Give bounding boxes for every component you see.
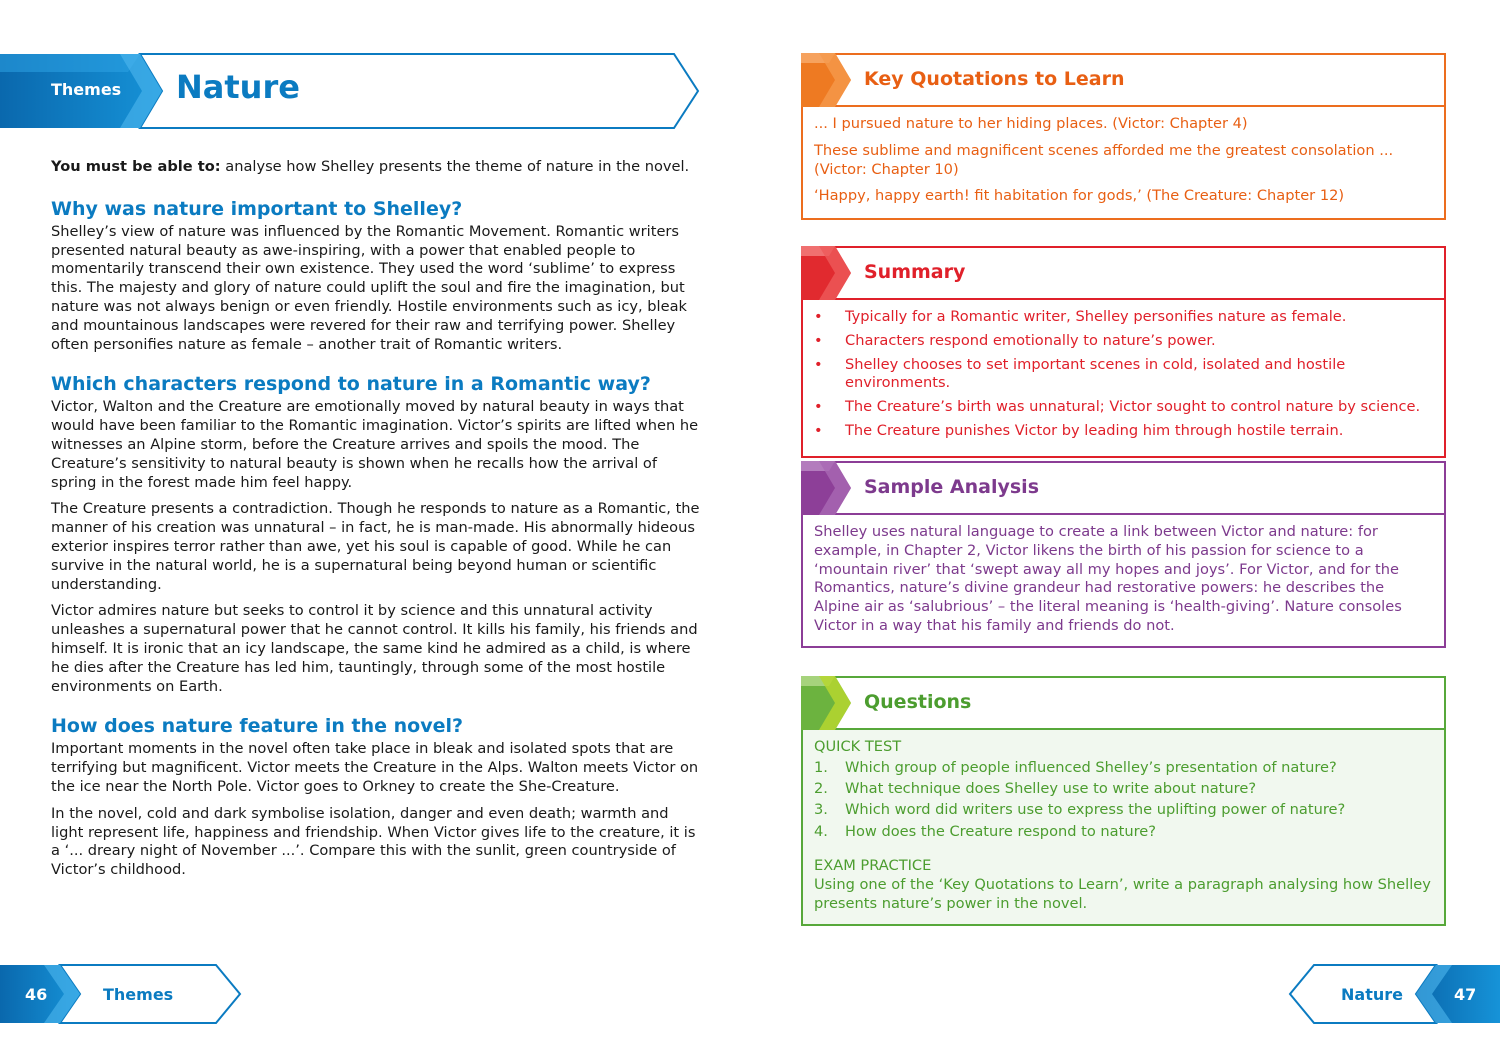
question-number: 4. (814, 822, 828, 840)
questions-header (803, 678, 1444, 730)
sample-analysis-body (803, 515, 1444, 646)
list-item (814, 823, 1433, 842)
section-nature-in-novel (51, 714, 701, 880)
section-heading: Which characters respond to nature in a Romantic way? (51, 373, 651, 396)
paragraph: The Creature presents a contradiction. Though he responds to nature as a Romantic, the manner of his creation was unnatural – in fact, he is man-made. His abnormally hideous exterior inspires terror rather than awe, yet his soul is capable of good. While he can survive in the natural world, he is a supernatural being beyond human or scientific understanding. (51, 500, 700, 593)
objective-text: analyse how Shelley presents the theme of nature in the novel. (220, 158, 690, 175)
footer-right-label: Nature (1341, 985, 1403, 1004)
list-item (814, 332, 1433, 351)
summary-body (803, 300, 1444, 456)
summary-box (801, 246, 1446, 458)
question-text: How does the Creature respond to nature? (845, 822, 1157, 840)
questions-box (801, 676, 1446, 926)
bullet: • (814, 421, 823, 439)
question-number: 2. (814, 780, 828, 798)
paragraph: Shelley’s view of nature was influenced by the Romantic Movement. Romantic writers presented natural beauty as awe-inspiring, with a power that enabled people to momentarily transcend their own existence. They used the word ‘sublime’ to express this. The majesty and glory of nature could uplift the soul and fire the imagination, but nature was not always benign or even friendly. Hostile environments such as icy, bleak and mountainous landscapes were revered for their raw and terrifying power. Shelley often personifies nature as female – another trait of Romantic writers. (51, 222, 687, 353)
section-heading: How does nature feature in the novel? (51, 715, 464, 738)
exam-practice-heading: EXAM PRACTICE (814, 857, 932, 875)
learning-objective (51, 158, 701, 177)
bullet: • (814, 308, 823, 325)
list-item (814, 759, 1433, 778)
summary-list (814, 308, 1433, 441)
quick-test-list (814, 759, 1433, 842)
footer-left-label: Themes (103, 985, 174, 1004)
paragraph: Victor admires nature but seeks to control it by science and this unnatural activity unleashes a supernatural power that he cannot control. It kills his family, his friends and himself. It is ironic that an icy landscape, the same kind he admired as a child, is where he dies after the Creature has led him, tauntingly, through some of the most hostile environments on Earth. (51, 602, 698, 695)
question-number: 3. (814, 801, 828, 819)
green-chevron-icon (801, 676, 853, 730)
summary-title: Summary (864, 261, 966, 283)
summary-item-text: The Creature’s birth was unnatural; Victor sought to control nature by science. (845, 398, 1421, 416)
paragraph: Victor, Walton and the Creature are emotionally moved by natural beauty in ways that would have been familiar to the Romantic imagination. Victor’s spirits are lifted when he witnesses an Alpine storm, before the Creature arrives and spoils the mood. The Creature’s sensitivity to natural beauty is shown when he recalls how the arrival of spring in the forest made him feel happy. (51, 398, 699, 491)
list-item (814, 398, 1433, 417)
summary-item-text: The Creature punishes Victor by leading him through hostile terrain. (845, 421, 1344, 439)
list-item (814, 308, 1433, 327)
key-quotations-title: Key Quotations to Learn (864, 68, 1125, 90)
page-title: Nature (176, 68, 300, 106)
questions-title: Questions (864, 691, 972, 713)
sample-analysis-title: Sample Analysis (864, 476, 1039, 498)
question-number: 1. (814, 758, 828, 776)
quotation-line: These sublime and magnificent scenes afforded me the greatest consolation ... (Victor: Chapter 10) (814, 141, 1394, 178)
section-why-nature (51, 197, 701, 355)
summary-item-text: Characters respond emotionally to nature’s power. (845, 331, 1216, 349)
orange-chevron-icon (801, 53, 853, 107)
header-section-label: Themes (51, 80, 122, 99)
key-quotations-box (801, 53, 1446, 220)
page-number-left: 46 (25, 985, 48, 1004)
bullet: • (814, 331, 823, 349)
page-number-right: 47 (1454, 985, 1477, 1004)
list-item (814, 356, 1433, 394)
question-text: Which word did writers use to express the uplifting power of nature? (845, 801, 1346, 819)
objective-label: You must be able to: (51, 158, 221, 175)
key-quotations-body (803, 107, 1444, 218)
quotation-line: ‘Happy, happy earth! fit habitation for gods,’ (The Creature: Chapter 12) (814, 187, 1345, 205)
summary-item-text: Shelley chooses to set important scenes in cold, isolated and hostile environments. (845, 355, 1346, 392)
list-item (814, 801, 1433, 820)
purple-chevron-icon (801, 461, 853, 515)
paragraph: Important moments in the novel often take place in bleak and isolated spots that are terrifying but magnificent. Victor meets the Creature in the Alps. Walton meets Victor on the ice near the North Pole. Victor goes to Orkney to create the She-Creature. (51, 740, 699, 795)
bullet: • (814, 398, 823, 416)
question-text: What technique does Shelley use to write about nature? (845, 780, 1257, 798)
sample-analysis-text: Shelley uses natural language to create a link between Victor and nature: for example, in Chapter 2, Victor likens the birth of his passion for science to a ‘mountain river’ that ‘swept away all my hopes and joys’. For Victor, and for the Romantics, nature’s divine grandeur had restorative powers: he describes the Alpine air as ‘salubrious’ – the literal meaning is ‘health-giving’. Nature consoles Victor in a way that his family and friends do not. (814, 523, 1402, 634)
quotation-line: ... I pursued nature to her hiding places. (Victor: Chapter 4) (814, 115, 1248, 132)
red-chevron-icon (801, 246, 853, 300)
quick-test-heading: QUICK TEST (814, 738, 902, 755)
list-item (814, 422, 1433, 441)
summary-header (803, 248, 1444, 300)
sample-analysis-box (801, 461, 1446, 648)
left-page-content (51, 158, 701, 888)
paragraph: In the novel, cold and dark symbolise isolation, danger and even death; warmth and light represent life, happiness and friendship. When Victor gives life to the creature, it is a ‘... dreary night of November ...’. Compare this with the sunlit, green countryside of Victor’s childhood. (51, 804, 696, 879)
exam-practice-text: Using one of the ‘Key Quotations to Learn’, write a paragraph analysing how Shelley presents nature’s power in the novel. (814, 876, 1431, 913)
sample-analysis-header (803, 463, 1444, 515)
key-quotations-header (803, 55, 1444, 107)
list-item (814, 780, 1433, 799)
section-heading: Why was nature important to Shelley? (51, 197, 463, 220)
section-romantic-characters (51, 372, 701, 696)
summary-item-text: Typically for a Romantic writer, Shelley personifies nature as female. (845, 308, 1347, 325)
questions-body (803, 730, 1444, 924)
question-text: Which group of people influenced Shelley’s presentation of nature? (845, 758, 1337, 776)
bullet: • (814, 355, 823, 373)
